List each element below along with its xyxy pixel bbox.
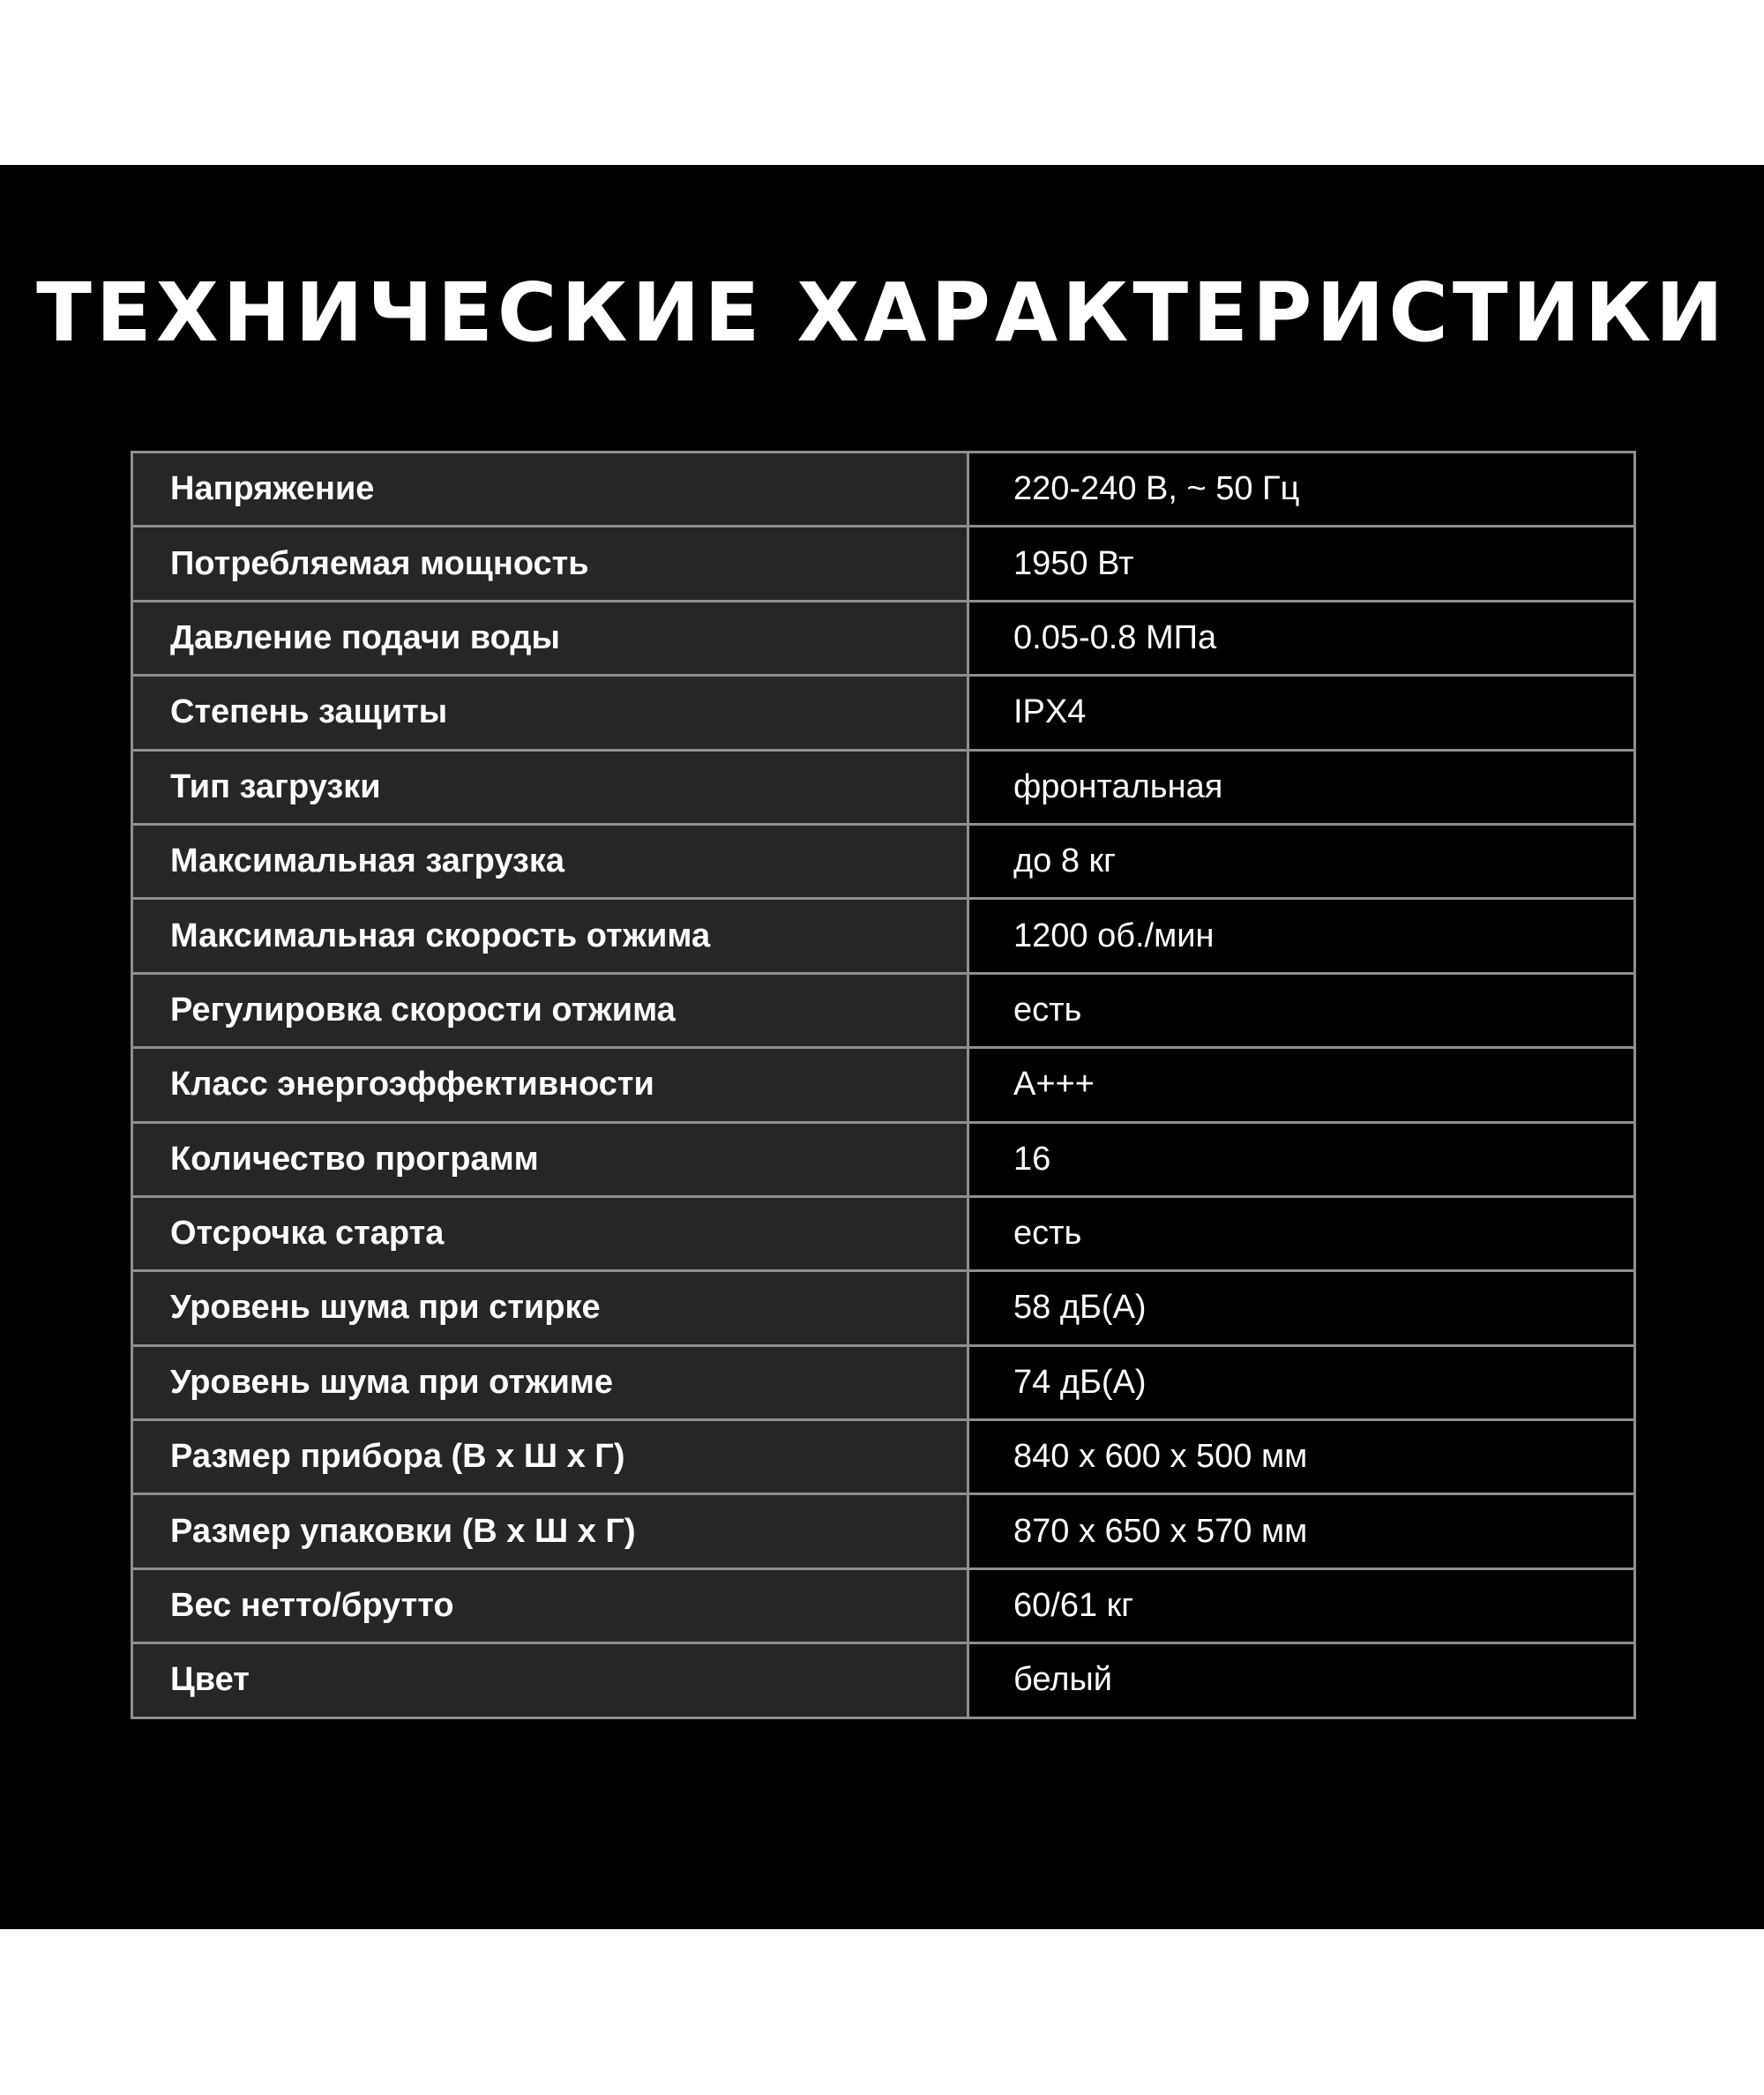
spec-value: 58 дБ(А) — [968, 1271, 1635, 1345]
spec-value: белый — [968, 1643, 1635, 1717]
table-row — [132, 453, 1635, 527]
spec-value: 1950 Вт — [968, 527, 1635, 601]
spec-label: Потребляемая мощность — [132, 527, 968, 601]
table-row — [132, 750, 1635, 824]
spec-value: есть — [968, 1196, 1635, 1270]
table-row — [132, 1196, 1635, 1270]
spec-value: 220-240 В, ~ 50 Гц — [968, 453, 1635, 527]
spec-value: 60/61 кг — [968, 1568, 1635, 1642]
spec-value: 16 — [968, 1122, 1635, 1196]
spec-label: Размер упаковки (В х Ш х Г) — [132, 1494, 968, 1568]
spec-label: Класс энергоэффективности — [132, 1048, 968, 1122]
table-row — [132, 1420, 1635, 1494]
table-row — [132, 527, 1635, 601]
spec-value: IPX4 — [968, 676, 1635, 750]
spec-label: Максимальная скорость отжима — [132, 899, 968, 973]
spec-label: Уровень шума при отжиме — [132, 1345, 968, 1419]
spec-label: Вес нетто/брутто — [132, 1568, 968, 1642]
table-row — [132, 973, 1635, 1047]
spec-value: 74 дБ(А) — [968, 1345, 1635, 1419]
spec-label: Регулировка скорости отжима — [132, 973, 968, 1047]
spec-value: 870 х 650 х 570 мм — [968, 1494, 1635, 1568]
spec-label: Напряжение — [132, 453, 968, 527]
spec-label: Цвет — [132, 1643, 968, 1717]
spec-value: фронтальная — [968, 750, 1635, 824]
spec-value: 840 х 600 х 500 мм — [968, 1420, 1635, 1494]
spec-label: Отсрочка старта — [132, 1196, 968, 1270]
spec-table — [131, 451, 1636, 1719]
spec-label: Давление подачи воды — [132, 601, 968, 675]
table-row — [132, 601, 1635, 675]
page-title: ТЕХНИЧЕСКИЕ ХАРАКТЕРИСТИКИ — [36, 266, 1728, 360]
spec-label: Количество программ — [132, 1122, 968, 1196]
spec-table-body — [132, 453, 1635, 1718]
table-row — [132, 1643, 1635, 1717]
spec-label: Максимальная загрузка — [132, 824, 968, 898]
spec-label: Уровень шума при стирке — [132, 1271, 968, 1345]
spec-label: Тип загрузки — [132, 750, 968, 824]
spec-label: Степень защиты — [132, 676, 968, 750]
table-row — [132, 1122, 1635, 1196]
spec-value: есть — [968, 973, 1635, 1047]
table-row — [132, 1494, 1635, 1568]
spec-value: A+++ — [968, 1048, 1635, 1122]
spec-value: 1200 об./мин — [968, 899, 1635, 973]
spec-value: 0.05-0.8 МПа — [968, 601, 1635, 675]
table-row — [132, 1271, 1635, 1345]
spec-label: Размер прибора (В х Ш х Г) — [132, 1420, 968, 1494]
table-row — [132, 676, 1635, 750]
table-row — [132, 1568, 1635, 1642]
table-row — [132, 899, 1635, 973]
table-row — [132, 824, 1635, 898]
spec-value: до 8 кг — [968, 824, 1635, 898]
table-row — [132, 1345, 1635, 1419]
table-row — [132, 1048, 1635, 1122]
